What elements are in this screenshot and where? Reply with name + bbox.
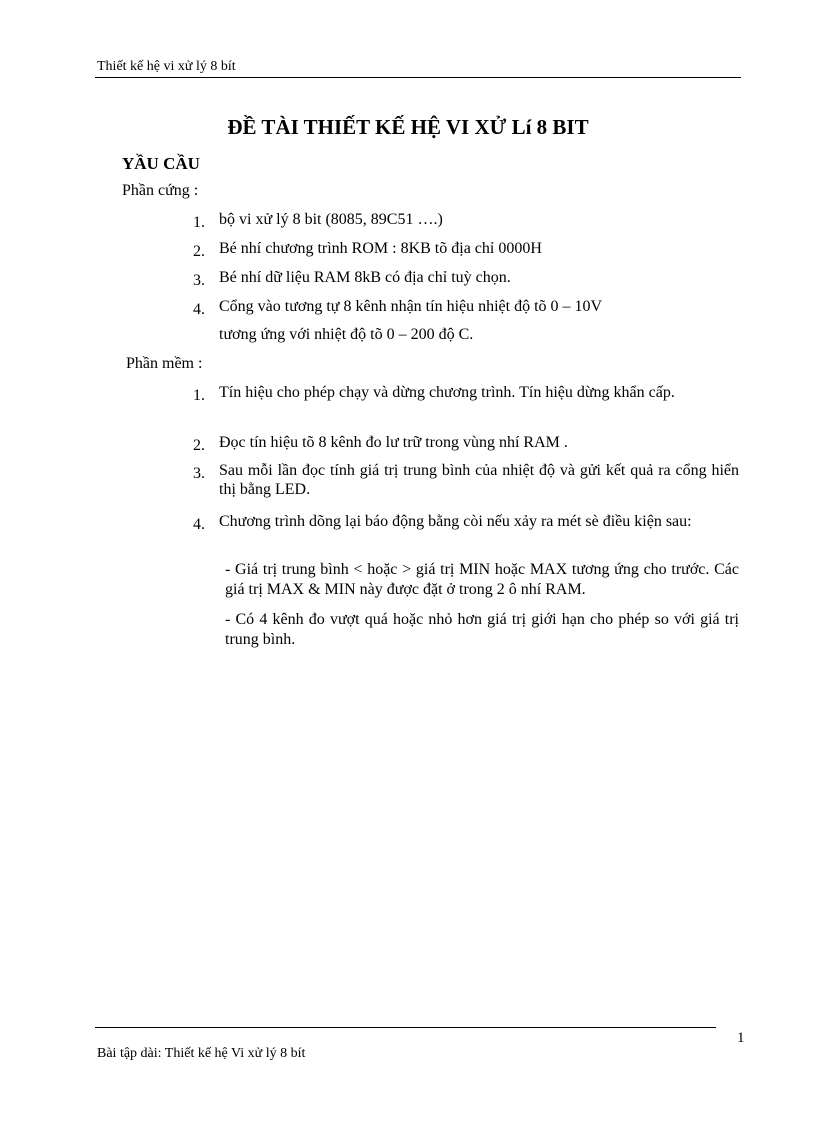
list-text: bộ vi xử lý 8 bit (8085, 89C51 ….) xyxy=(219,211,443,228)
list-number: 3. xyxy=(193,272,205,289)
document-title: ĐỀ TÀI THIẾT KẾ HỆ VI XỬ Lí 8 BIT xyxy=(227,115,589,139)
page-number: 1 xyxy=(737,1030,745,1046)
list-number: 1. xyxy=(193,387,205,404)
header-text: Thiết kế hệ vi xử lý 8 bít xyxy=(97,59,236,74)
hardware-item xyxy=(193,268,739,287)
list-text: Tín hiệu cho phép chạy và dừng chương trình. Tín hiệu dừng khẩn cấp. xyxy=(219,384,675,401)
software-item xyxy=(193,512,739,531)
list-text: Chương trình dõng lại báo động bằng còi nếu xảy ra mét sè điều kiện sau: xyxy=(219,513,692,530)
list-number: 4. xyxy=(193,301,205,318)
software-item xyxy=(193,383,739,402)
list-text: Cổng vào tương tự 8 kênh nhận tín hiệu nhiệt độ tõ 0 – 10V xyxy=(219,298,603,315)
hardware-item xyxy=(193,297,739,316)
list-text: Đọc tín hiệu tõ 8 kênh đo lư trữ trong vùng nhí RAM . xyxy=(219,434,568,451)
list-number: 2. xyxy=(193,243,205,260)
requirements-heading: YẦU CẦU xyxy=(122,154,200,173)
footer-divider xyxy=(95,1027,716,1028)
list-number: 2. xyxy=(193,437,205,454)
condition-note: - Có 4 kênh đo vượt quá hoặc nhỏ hơn giá trị giới hạn cho phép so với giá trị trung bình. xyxy=(225,611,739,648)
header-divider xyxy=(95,77,741,78)
software-heading: Phần mềm : xyxy=(126,355,203,372)
list-text: Bé nhí dữ liệu RAM 8kB có địa chỉ tuỳ chọn. xyxy=(219,269,511,286)
list-text: Bé nhí chương trình ROM : 8KB tõ địa chỉ 0000H xyxy=(219,240,542,257)
software-item xyxy=(193,461,739,499)
hardware-item xyxy=(193,210,739,229)
list-number: 3. xyxy=(193,465,205,482)
list-number: 1. xyxy=(193,214,205,231)
footer-text: Bài tập dài: Thiết kế hệ Vi xử lý 8 bít xyxy=(97,1046,306,1061)
software-item xyxy=(193,433,739,452)
list-text-continuation: tương ứng với nhiệt độ tõ 0 – 200 độ C. xyxy=(219,326,474,343)
hardware-heading: Phần cứng : xyxy=(122,182,199,199)
list-text: Sau mỗi lần đọc tính giá trị trung bình của nhiệt độ và gửi kết quả ra cổng hiển thị bằng LED. xyxy=(219,462,739,498)
list-number: 4. xyxy=(193,516,205,533)
hardware-item xyxy=(193,239,739,258)
condition-note: - Giá trị trung bình < hoặc > giá trị MIN hoặc MAX tương ứng cho trước. Các giá trị MAX & MIN này được đặt ở trong 2 ô nhí RAM. xyxy=(225,561,739,598)
